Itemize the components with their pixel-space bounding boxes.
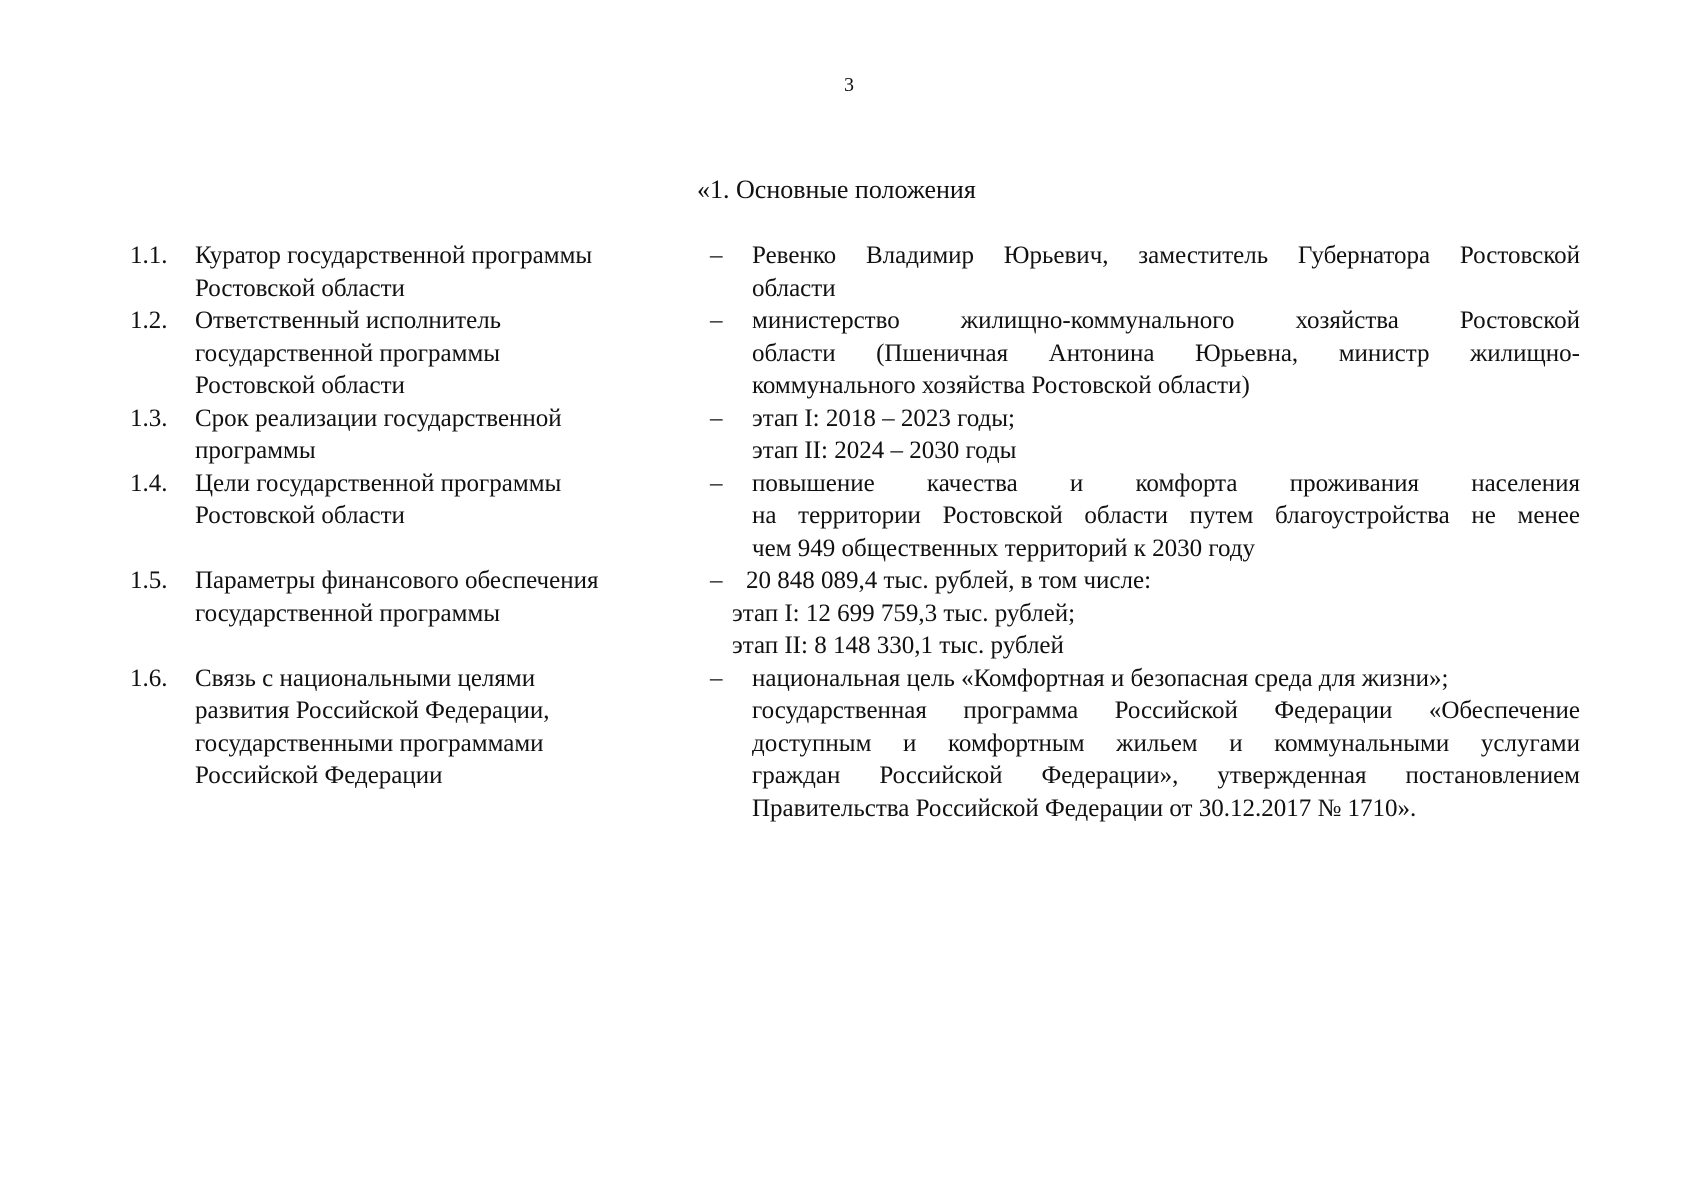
row-value-line: этап I: 2018 – 2023 годы; (752, 404, 1016, 432)
row-label-line: Российской Федерации (195, 762, 443, 789)
row-value-line: государственная программа Российской Федерации «Обеспечение (752, 697, 1580, 724)
row-dash: – (710, 567, 723, 594)
table-row (0, 240, 1698, 305)
row-value-line: области (752, 274, 836, 302)
row-label (195, 240, 675, 305)
row-value-line: на территории Ростовской области путем благоустройства не менее (752, 502, 1580, 529)
row-label-line: Куратор государственной программы (195, 242, 593, 269)
row-value-line: доступным и комфортным жильем и коммунальными услугами (752, 729, 1580, 757)
row-value-line: области (Пшеничная Антонина Юрьевна, министр жилищно- (752, 339, 1580, 367)
row-label-line: государственной программы (195, 599, 501, 627)
row-dash: – (710, 307, 723, 334)
row-label-line: Параметры финансового обеспечения (195, 567, 599, 594)
row-value-line: этап I: 12 699 759,3 тыс. рублей; (732, 599, 1076, 627)
row-value-line: Ревенко Владимир Юрьевич, заместитель Губернатора Ростовской (752, 242, 1580, 269)
row-dash: – (710, 242, 723, 269)
table-row (0, 565, 1698, 663)
row-value (752, 468, 1580, 566)
row-label-line: Ростовской области (195, 274, 405, 302)
table-row (0, 305, 1698, 403)
row-number: 1.4. (130, 469, 168, 497)
row-label (195, 565, 675, 630)
row-label-line: государственными программами (195, 729, 544, 757)
row-label-line: развития Российской Федерации, (195, 697, 550, 724)
row-label (195, 305, 675, 403)
row-value-line: национальная цель «Комфортная и безопасная среда для жизни»; (752, 664, 1449, 692)
table-row (0, 403, 1698, 468)
page-number: 3 (844, 74, 854, 96)
provisions-table (0, 240, 1698, 825)
row-value-line: Правительства Российской Федерации от 30.12.2017 № 1710». (752, 794, 1417, 822)
row-label-line: Цели государственной программы (195, 469, 562, 497)
row-number: 1.3. (130, 404, 168, 432)
row-dash: – (710, 404, 723, 432)
row-value (752, 305, 1580, 403)
table-row (0, 468, 1698, 566)
row-label (195, 663, 675, 793)
row-value-line: чем 949 общественных территорий к 2030 году (752, 534, 1256, 562)
row-number: 1.1. (130, 242, 168, 269)
section-title: «1. Основные положения (697, 175, 976, 204)
row-value-line: этап II: 8 148 330,1 тыс. рублей (732, 632, 1064, 659)
row-label-line: государственной программы (195, 339, 501, 367)
row-label-line: Ответственный исполнитель (195, 307, 502, 334)
row-value-line: 20 848 089,4 тыс. рублей, в том числе: (746, 567, 1152, 594)
table-row (0, 663, 1698, 826)
row-number: 1.2. (130, 307, 168, 334)
row-label-line: Срок реализации государственной (195, 404, 562, 432)
row-label-line: Ростовской области (195, 502, 405, 529)
row-value (752, 403, 1580, 468)
row-number: 1.6. (130, 664, 168, 692)
row-value-line: министерство жилищно-коммунального хозяйства Ростовской (752, 307, 1580, 334)
row-value-line: повышение качества и комфорта проживания населения (752, 469, 1580, 497)
row-value (752, 663, 1580, 826)
row-label (195, 403, 675, 468)
row-value-line: коммунального хозяйства Ростовской области) (752, 372, 1250, 399)
row-label-line: Связь с национальными целями (195, 664, 536, 692)
row-label-line: программы (195, 437, 316, 464)
row-label-line: Ростовской области (195, 372, 405, 399)
row-value (752, 240, 1580, 305)
row-value-line: граждан Российской Федерации», утвержденная постановлением (752, 762, 1580, 789)
row-number: 1.5. (130, 567, 168, 594)
row-label (195, 468, 675, 533)
row-value (732, 565, 1580, 663)
row-value-line: этап II: 2024 – 2030 годы (752, 437, 1017, 464)
row-dash: – (710, 469, 723, 497)
row-dash: – (710, 664, 723, 692)
